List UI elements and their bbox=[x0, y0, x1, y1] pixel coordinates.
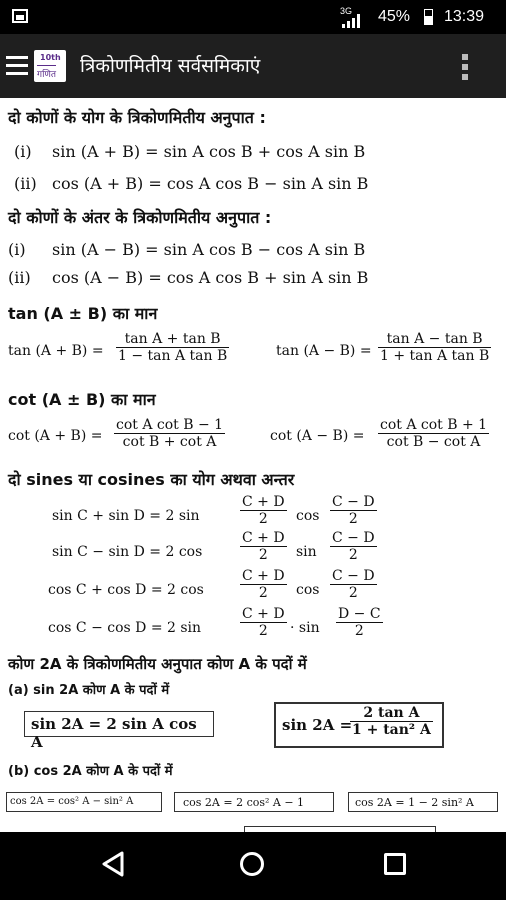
sin2a-tan-den: 1 + tan² A bbox=[352, 722, 431, 738]
sin2a-subheading: (a) sin 2A कोण A के पदों में bbox=[8, 683, 170, 698]
page-title: त्रिकोणमितीय सर्वसमिकाएं bbox=[80, 55, 261, 77]
sc-fraction-2 bbox=[330, 530, 377, 563]
sc-mid: cos bbox=[296, 582, 320, 598]
sc-f1-den: 2 bbox=[258, 623, 268, 639]
sc-mid: · sin bbox=[290, 620, 320, 636]
overflow-menu-icon[interactable] bbox=[462, 54, 468, 80]
sines-heading: दो sines या cosines का योग अथवा अन्तर bbox=[8, 470, 295, 489]
signal-icon bbox=[342, 14, 362, 28]
cot-plus-lhs: cot (A + B) = bbox=[8, 428, 103, 444]
sc-fraction-1 bbox=[240, 530, 287, 563]
sc-f2-num: C − D bbox=[332, 530, 375, 546]
sum1-formula: sin (A + B) = sin A cos B + cos A sin B bbox=[52, 142, 366, 161]
sc-f2-den: 2 bbox=[348, 547, 358, 563]
tan-plus-fraction bbox=[116, 331, 229, 364]
sc-f2-den: 2 bbox=[354, 623, 364, 639]
diff1-label: (i) bbox=[8, 240, 26, 259]
sc-mid: cos bbox=[296, 508, 320, 524]
back-icon[interactable] bbox=[100, 850, 126, 878]
sc-fraction-1 bbox=[240, 606, 287, 639]
image-notification-icon bbox=[12, 9, 28, 23]
sum2-label: (ii) bbox=[14, 174, 37, 193]
battery-percent: 45% bbox=[378, 8, 411, 25]
formula-content bbox=[0, 98, 506, 832]
sc-lhs: sin C + sin D = 2 sin bbox=[52, 508, 200, 524]
tan-plus-num: tan A + tan B bbox=[116, 331, 229, 348]
logo-bottom-text: गणित bbox=[37, 65, 56, 80]
tan-minus-den: 1 + tan A tan B bbox=[380, 348, 490, 364]
cos2a-formula-box-2: cos 2A = 2 cos² A − 1 bbox=[174, 792, 334, 812]
clock: 13:39 bbox=[444, 8, 485, 25]
sc-f1-den: 2 bbox=[258, 511, 268, 527]
hamburger-menu-icon[interactable] bbox=[6, 56, 30, 76]
app-bar bbox=[0, 34, 506, 98]
cot-minus-lhs: cot (A − B) = bbox=[270, 428, 365, 444]
tan-plus-den: 1 − tan A tan B bbox=[118, 348, 228, 364]
cot-minus-num: cot A cot B + 1 bbox=[380, 417, 488, 433]
nav-bar bbox=[0, 832, 506, 900]
sc-f2-den: 2 bbox=[348, 511, 358, 527]
sc-mid: sin bbox=[296, 544, 317, 560]
cos2a-formula-box-3: cos 2A = 1 − 2 sin² A bbox=[348, 792, 498, 812]
sc-fraction-2 bbox=[336, 606, 383, 639]
sin2a-tan-box bbox=[274, 702, 444, 748]
cot-plus-fraction bbox=[114, 417, 225, 450]
sum2-formula: cos (A + B) = cos A cos B − sin A sin B bbox=[52, 174, 369, 193]
sc-f2-den: 2 bbox=[348, 585, 358, 601]
sc-f1-num: C + D bbox=[242, 494, 285, 510]
sc-f1-den: 2 bbox=[258, 547, 268, 563]
tan-plus-lhs: tan (A + B) = bbox=[8, 343, 104, 359]
sc-lhs: cos C + cos D = 2 cos bbox=[48, 582, 204, 598]
sc-fraction-1 bbox=[240, 494, 287, 527]
tan-minus-num: tan A − tan B bbox=[378, 331, 491, 348]
cot-minus-den: cot B − cot A bbox=[386, 434, 481, 450]
logo-top-text: 10th bbox=[40, 53, 61, 62]
sc-f2-num: C − D bbox=[332, 568, 375, 584]
tan-minus-lhs: tan (A − B) = bbox=[276, 343, 372, 359]
cos2a-subheading: (b) cos 2A कोण A के पदों में bbox=[8, 764, 173, 779]
sin2a-tan-fraction bbox=[350, 705, 433, 738]
sin2a-formula-box: sin 2A = 2 sin A cos A bbox=[24, 711, 214, 737]
home-icon[interactable] bbox=[240, 852, 264, 876]
recent-apps-icon[interactable] bbox=[384, 853, 406, 875]
sc-f1-num: C + D bbox=[242, 530, 285, 546]
diff-heading: दो कोणों के अंतर के त्रिकोणमितीय अनुपात : bbox=[8, 208, 272, 227]
cot-heading: cot (A ± B) का मान bbox=[8, 390, 156, 409]
app-logo bbox=[34, 50, 66, 82]
diff2-label: (ii) bbox=[8, 268, 31, 287]
sc-lhs: sin C − sin D = 2 cos bbox=[52, 544, 203, 560]
cos2a-formula-box-1: cos 2A = cos² A − sin² A bbox=[6, 792, 162, 812]
battery-icon bbox=[424, 9, 433, 25]
sc-lhs: cos C − cos D = 2 sin bbox=[48, 620, 202, 636]
cot-plus-den: cot B + cot A bbox=[122, 434, 217, 450]
sc-fraction-1 bbox=[240, 568, 287, 601]
cot-plus-num: cot A cot B − 1 bbox=[116, 417, 224, 433]
sc-f1-num: C + D bbox=[242, 606, 285, 622]
tan-heading: tan (A ± B) का मान bbox=[8, 304, 158, 323]
sc-f1-num: C + D bbox=[242, 568, 285, 584]
cot-minus-fraction bbox=[378, 417, 489, 450]
status-bar bbox=[0, 0, 506, 34]
sc-f1-den: 2 bbox=[258, 585, 268, 601]
sum-heading: दो कोणों के योग के त्रिकोणमितीय अनुपात : bbox=[8, 108, 266, 127]
sc-f2-num: D − C bbox=[338, 606, 381, 622]
diff2-formula: cos (A − B) = cos A cos B + sin A sin B bbox=[52, 268, 369, 287]
sin2a-tan-lhs: sin 2A = bbox=[282, 716, 353, 734]
sum1-label: (i) bbox=[14, 142, 32, 161]
sin2a-tan-num: 2 tan A bbox=[350, 705, 433, 722]
sc-fraction-2 bbox=[330, 568, 377, 601]
network-type: 3G bbox=[340, 6, 353, 16]
diff1-formula: sin (A − B) = sin A cos B − cos A sin B bbox=[52, 240, 366, 259]
tan-minus-fraction bbox=[378, 331, 491, 364]
sc-fraction-2 bbox=[330, 494, 377, 527]
sc-f2-num: C − D bbox=[332, 494, 375, 510]
angle2a-heading: कोण 2A के त्रिकोणमितीय अनुपात कोण A के पदों में bbox=[8, 655, 307, 673]
